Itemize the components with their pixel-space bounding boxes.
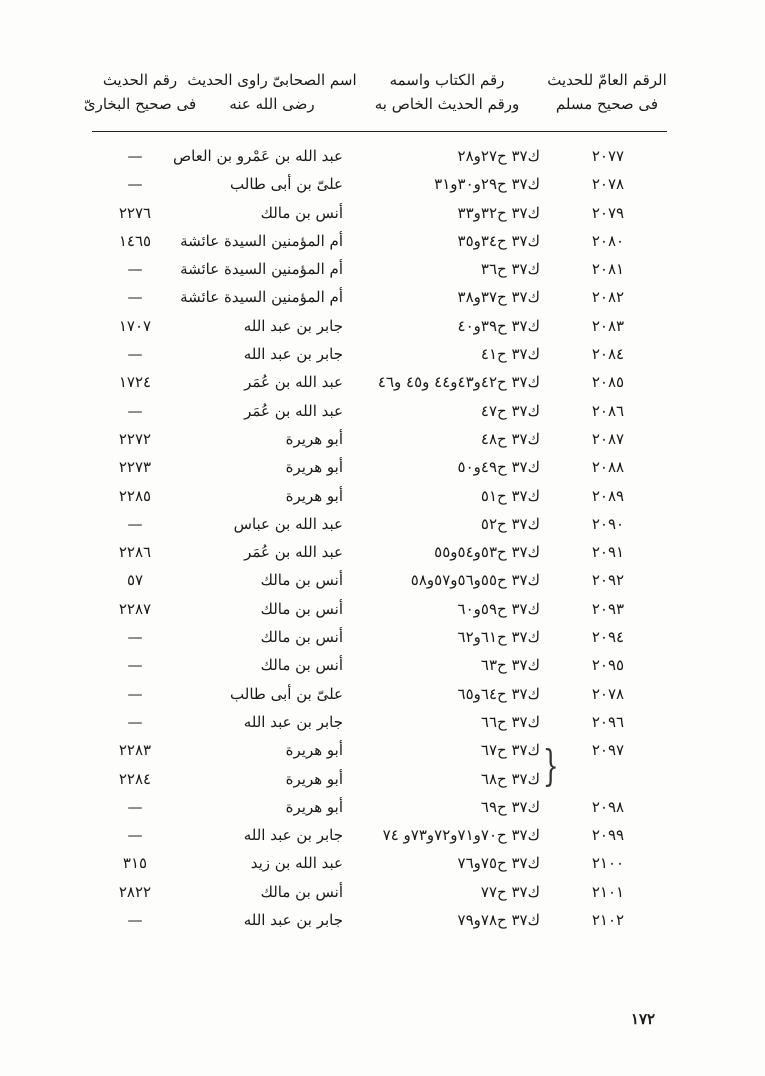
table-row bbox=[0, 453, 765, 481]
book-reference-cell: ك٣٧ ح٥٢ bbox=[480, 514, 540, 533]
companion-name-cell: أم المؤمنين السيدة عائشة bbox=[180, 288, 343, 307]
header-text: اسم الصحابىّ راوى الحديث bbox=[187, 71, 357, 89]
header-bukhari-number bbox=[80, 68, 200, 116]
hadith-number-cell: ٢٠٧٨ bbox=[591, 175, 625, 194]
table-row bbox=[0, 793, 765, 821]
page-number: ١٧٢ bbox=[630, 1010, 656, 1028]
book-reference-cell: ك٣٧ ح٦٨ bbox=[480, 769, 540, 788]
book-reference-cell: ك٣٧ ح٣٩و٤٠ bbox=[457, 316, 540, 335]
hadith-number-cell: ٢٠٨٣ bbox=[591, 316, 625, 335]
header-book-reference bbox=[357, 68, 537, 116]
book-reference-cell: ك٣٧ ح٥١ bbox=[480, 486, 540, 505]
table-row bbox=[0, 142, 765, 170]
bukhari-number-cell: ٥٧ bbox=[126, 571, 144, 590]
table-header bbox=[0, 68, 765, 130]
companion-name-cell: جابر بن عبد الله bbox=[243, 826, 343, 845]
brace-grouping-mark: } bbox=[542, 741, 559, 790]
bukhari-number-cell: ٢٢٨٦ bbox=[118, 543, 152, 562]
table-row bbox=[0, 821, 765, 849]
book-reference-cell: ك٣٧ ح٧٠و٧١و٧٢و٧٣و ٧٤ bbox=[382, 826, 540, 845]
companion-name-cell: أبو هريرة bbox=[285, 797, 343, 816]
hadith-number-cell: ٢٠٩٦ bbox=[591, 712, 625, 731]
companion-name-cell: جابر بن عبد الله bbox=[243, 316, 343, 335]
hadith-number-cell: ٢٠٨٤ bbox=[591, 345, 625, 364]
bukhari-number-cell: ٢٢٧٢ bbox=[118, 429, 152, 448]
book-reference-cell: ك٣٧ ح٣٤و٣٥ bbox=[457, 231, 540, 250]
header-text: ورقم الحديث الخاص به bbox=[374, 95, 520, 113]
book-reference-cell: ك٣٧ ح٧٧ bbox=[480, 882, 540, 901]
table-row bbox=[0, 397, 765, 425]
companion-name-cell: جابر بن عبد الله bbox=[243, 911, 343, 930]
table-row bbox=[0, 283, 765, 311]
book-reference-cell: ك٣٧ ح٥٣و٥٤و٥٥ bbox=[434, 543, 540, 562]
header-text: رقم الحديث bbox=[102, 71, 178, 89]
hadith-number-cell: ٢٠٩٥ bbox=[591, 656, 625, 675]
table-row bbox=[0, 680, 765, 708]
hadith-number-cell: ٢١٠١ bbox=[591, 882, 625, 901]
hadith-number-cell: ٢٠٩٨ bbox=[591, 797, 625, 816]
table-row bbox=[0, 340, 765, 368]
header-text: الرقم العامّ للحديث bbox=[547, 71, 667, 89]
book-reference-cell: ك٣٧ ح٤٢و٤٣و٤٤ و٤٥ و٤٦ bbox=[377, 373, 540, 392]
companion-name-cell: عبد الله بن عَمْرو بن العاص bbox=[173, 147, 343, 165]
table-row bbox=[0, 623, 765, 651]
companion-name-cell: أنس بن مالك bbox=[260, 203, 343, 222]
book-reference-cell: ك٣٧ ح٣٢و٣٣ bbox=[457, 203, 540, 222]
book-reference-cell: ك٣٧ ح٧٥و٧٦ bbox=[457, 854, 540, 873]
companion-name-cell: أنس بن مالك bbox=[260, 882, 343, 901]
bukhari-number-cell: ١٧٠٧ bbox=[118, 316, 152, 335]
companion-name-cell: أبو هريرة bbox=[285, 769, 343, 788]
header-companion-name bbox=[177, 68, 367, 116]
bukhari-number-cell: ٣١٥ bbox=[122, 854, 148, 873]
header-hadith-number bbox=[547, 68, 667, 116]
bukhari-number-cell: — bbox=[127, 797, 143, 816]
table-row bbox=[0, 170, 765, 198]
companion-name-cell: علىّ بن أبى طالب bbox=[230, 175, 343, 194]
book-reference-cell: ك٣٧ ح٦٧ bbox=[480, 741, 540, 760]
hadith-number-cell: ٢١٠٠ bbox=[591, 854, 625, 873]
hadith-number-cell: ٢٠٨٧ bbox=[591, 429, 625, 448]
hadith-number-cell: ٢٠٨٦ bbox=[591, 401, 625, 420]
bukhari-number-cell: — bbox=[127, 684, 143, 703]
hadith-number-cell: ٢١٠٢ bbox=[591, 911, 625, 930]
bukhari-number-cell: ٢٢٧٦ bbox=[118, 203, 152, 222]
table-row bbox=[0, 482, 765, 510]
bukhari-number-cell: — bbox=[127, 147, 143, 165]
table-row bbox=[0, 425, 765, 453]
companion-name-cell: عبد الله بن عباس bbox=[233, 514, 343, 533]
hadith-number-cell: ٢٠٨٢ bbox=[591, 288, 625, 307]
bukhari-number-cell: ٢٢٧٣ bbox=[118, 458, 152, 477]
table-row bbox=[0, 368, 765, 396]
table-row bbox=[0, 765, 765, 793]
table-row bbox=[0, 595, 765, 623]
companion-name-cell: أبو هريرة bbox=[285, 429, 343, 448]
table-body bbox=[0, 142, 765, 934]
book-reference-cell: ك٣٧ ح٣٧و٣٨ bbox=[457, 288, 540, 307]
companion-name-cell: أنس بن مالك bbox=[260, 571, 343, 590]
book-reference-cell: ك٣٧ ح٦٤و٦٥ bbox=[457, 684, 540, 703]
table-row bbox=[0, 708, 765, 736]
companion-name-cell: أبو هريرة bbox=[285, 486, 343, 505]
hadith-number-cell: ٢٠٩٣ bbox=[591, 599, 625, 618]
companion-name-cell: أنس بن مالك bbox=[260, 599, 343, 618]
bukhari-number-cell: — bbox=[127, 656, 143, 675]
bukhari-number-cell: ١٧٢٤ bbox=[118, 373, 152, 392]
bukhari-number-cell: ٢٢٨٧ bbox=[118, 599, 152, 618]
companion-name-cell: عبد الله بن عُمَر bbox=[244, 373, 343, 392]
table-row bbox=[0, 312, 765, 340]
bukhari-number-cell: — bbox=[127, 628, 143, 647]
bukhari-number-cell: — bbox=[127, 175, 143, 194]
header-text: رضى الله عنه bbox=[229, 95, 315, 113]
companion-name-cell: عبد الله بن زيد bbox=[250, 854, 343, 873]
table-row bbox=[0, 736, 765, 764]
bukhari-number-cell: — bbox=[127, 911, 143, 930]
bukhari-number-cell: ٢٢٨٥ bbox=[118, 486, 152, 505]
companion-name-cell: أبو هريرة bbox=[285, 458, 343, 477]
header-text: رقم الكتاب واسمه bbox=[389, 71, 505, 89]
bukhari-number-cell: — bbox=[127, 514, 143, 533]
companion-name-cell: أنس بن مالك bbox=[260, 656, 343, 675]
book-reference-cell: ك٣٧ ح٢٩و٣٠و٣١ bbox=[434, 175, 540, 194]
table-row bbox=[0, 878, 765, 906]
hadith-number-cell: ٢٠٨٨ bbox=[591, 458, 625, 477]
header-divider bbox=[92, 131, 667, 132]
bukhari-number-cell: — bbox=[127, 826, 143, 845]
hadith-number-cell: ٢٠٨٥ bbox=[591, 373, 625, 392]
table-row bbox=[0, 227, 765, 255]
bukhari-number-cell: ١٤٦٥ bbox=[118, 231, 152, 250]
book-reference-cell: ك٣٧ ح٣٦ bbox=[480, 260, 540, 279]
companion-name-cell: أبو هريرة bbox=[285, 741, 343, 760]
book-reference-cell: ك٣٧ ح٦١و٦٢ bbox=[457, 628, 540, 647]
hadith-number-cell: ٢٠٧٨ bbox=[591, 684, 625, 703]
table-row bbox=[0, 538, 765, 566]
hadith-number-cell: ٢٠٩٤ bbox=[591, 628, 625, 647]
header-text: فى صحيح مسلم bbox=[555, 95, 659, 113]
companion-name-cell: أنس بن مالك bbox=[260, 628, 343, 647]
hadith-number-cell: ٢٠٩١ bbox=[591, 543, 625, 562]
table-row bbox=[0, 651, 765, 679]
hadith-number-cell: ٢٠٧٩ bbox=[591, 203, 625, 222]
companion-name-cell: جابر بن عبد الله bbox=[243, 345, 343, 364]
bukhari-number-cell: ٢٨٢٢ bbox=[118, 882, 152, 901]
bukhari-number-cell: — bbox=[127, 260, 143, 279]
book-reference-cell: ك٣٧ ح٧٨و٧٩ bbox=[457, 911, 540, 930]
hadith-number-cell: ٢٠٩٠ bbox=[591, 514, 625, 533]
hadith-number-cell: ٢٠٧٧ bbox=[591, 147, 625, 165]
header-text: فى صحيح البخارىّ bbox=[83, 95, 197, 113]
book-reference-cell: ك٣٧ ح٦٦ bbox=[480, 712, 540, 731]
table-row bbox=[0, 510, 765, 538]
book-reference-cell: ك٣٧ ح٢٧و٢٨ bbox=[457, 147, 540, 165]
bukhari-number-cell: — bbox=[127, 712, 143, 731]
hadith-number-cell bbox=[573, 765, 643, 793]
bukhari-number-cell: ٢٢٨٤ bbox=[118, 769, 152, 788]
book-reference-cell: ك٣٧ ح٥٩و٦٠ bbox=[457, 599, 540, 618]
companion-name-cell: جابر بن عبد الله bbox=[243, 712, 343, 731]
companion-name-cell: علىّ بن أبى طالب bbox=[230, 684, 343, 703]
table-row bbox=[0, 255, 765, 283]
bukhari-number-cell: ٢٢٨٣ bbox=[118, 741, 152, 760]
companion-name-cell: أم المؤمنين السيدة عائشة bbox=[180, 231, 343, 250]
table-row bbox=[0, 566, 765, 594]
companion-name-cell: أم المؤمنين السيدة عائشة bbox=[180, 260, 343, 279]
hadith-number-cell: ٢٠٨٠ bbox=[591, 231, 625, 250]
bukhari-number-cell: — bbox=[127, 288, 143, 307]
hadith-number-cell: ٢٠٩٢ bbox=[591, 571, 625, 590]
companion-name-cell: عبد الله بن عُمَر bbox=[244, 543, 343, 562]
book-reference-cell: ك٣٧ ح٤٧ bbox=[480, 401, 540, 420]
table-row bbox=[0, 849, 765, 877]
companion-name-cell: عبد الله بن عُمَر bbox=[244, 401, 343, 420]
book-reference-cell: ك٣٧ ح٦٩ bbox=[480, 797, 540, 816]
table-row bbox=[0, 199, 765, 227]
book-reference-cell: ك٣٧ ح٤٨ bbox=[480, 429, 540, 448]
table-row bbox=[0, 906, 765, 934]
hadith-number-cell: ٢٠٨١ bbox=[591, 260, 625, 279]
book-reference-cell: ك٣٧ ح٦٣ bbox=[480, 656, 540, 675]
hadith-number-cell: ٢٠٨٩ bbox=[591, 486, 625, 505]
book-reference-cell: ك٣٧ ح٤٩و٥٠ bbox=[457, 458, 540, 477]
hadith-number-cell: ٢٠٩٧ bbox=[591, 741, 625, 760]
hadith-number-cell: ٢٠٩٩ bbox=[591, 826, 625, 845]
book-reference-cell: ك٣٧ ح٤١ bbox=[480, 345, 540, 364]
bukhari-number-cell: — bbox=[127, 401, 143, 420]
bukhari-number-cell: — bbox=[127, 345, 143, 364]
book-reference-cell: ك٣٧ ح٥٥و٥٦و٥٧و٥٨ bbox=[410, 571, 540, 590]
